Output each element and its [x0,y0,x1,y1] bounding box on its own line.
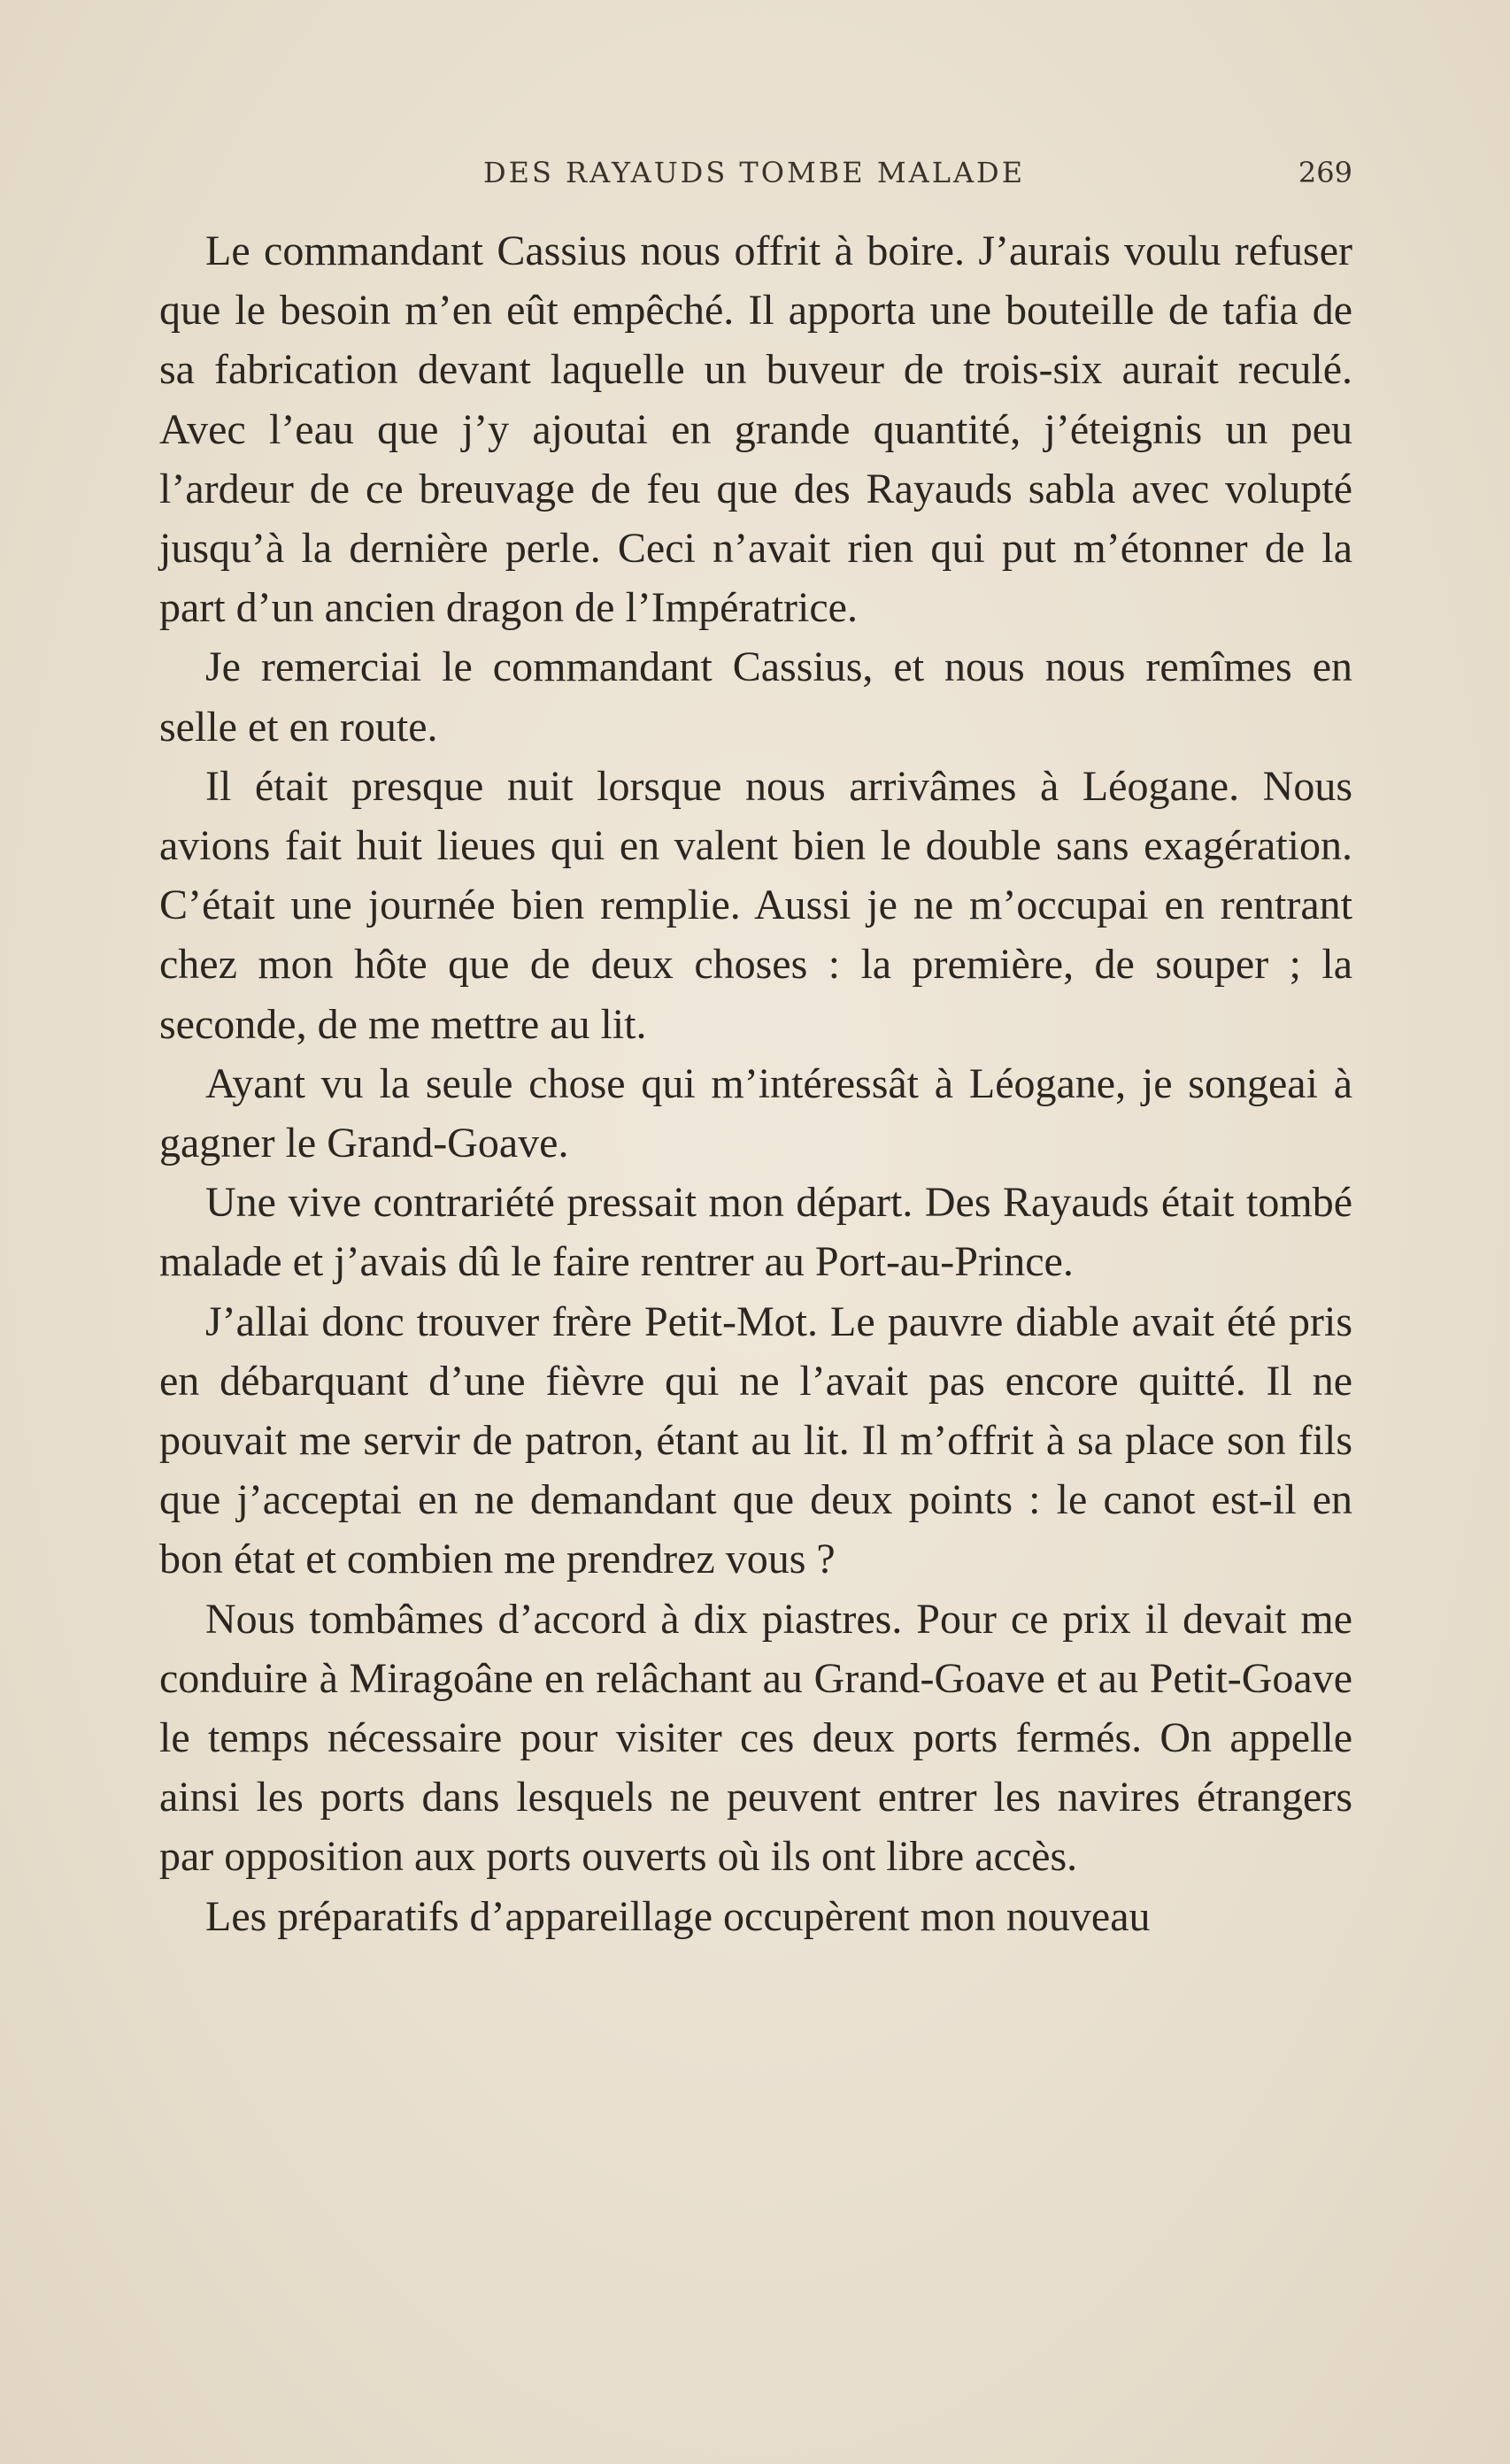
paragraph: Le commandant Cassius nous offrit à boire. J’aurais voulu refuser que le besoin m’en eût empêché. Il apporta une bouteille de tafia de sa fabrication devant laquelle un buveur de trois-six aurait reculé. Avec l’eau que j’y ajoutai en grande quantité, j’éteignis un peu l’ardeur de ce breuvage de feu que des Rayauds sabla avec volupté jusqu’à la dernière perle. Ceci n’avait rien qui put m’étonner de la part d’un ancien dragon de l’Impératrice. [159,227,1352,632]
page-header [156,156,1352,198]
page-number: 269 [1298,156,1352,189]
running-title: DES RAYAUDS TOMBE MALADE [482,156,1026,189]
paragraph: Nous tombâmes d’accord à dix piastres. Pour ce prix il devait me conduire à Miragoâne en relâchant au Grand-Goave et au Petit-Goave le temps nécessaire pour visiter ces deux ports fermés. On appelle ainsi les ports dans lesquels ne peuvent entrer les navires étrangers par opposition aux ports ouverts où ils ont libre accès. [159,1595,1352,1881]
paragraph: Les préparatifs d’appareillage occupèrent mon nouveau [205,1892,1151,1940]
paragraph: Ayant vu la seule chose qui m’intéressât à Léogane, je songeai à gagner le Grand-Goave. [159,1059,1352,1167]
body-text [159,221,1352,1946]
paragraph: Je remerciai le commandant Cassius, et nous nous remîmes en selle et en route. [159,643,1352,751]
paragraph: Il était presque nuit lorsque nous arrivâmes à Léogane. Nous avions fait huit lieues qui en valent bien le double sans exagération. C’était une journée bien remplie. Aussi je ne m’occupai en rentrant chez mon hôte que de deux choses : la première, de souper ; la seconde, de me mettre au lit. [159,762,1352,1048]
paragraph: J’allai donc trouver frère Petit-Mot. Le pauvre diable avait été pris en débarquant d’une fièvre qui ne l’avait pas encore quitté. Il ne pouvait me servir de patron, étant au lit. Il m’offrit à sa place son fils que j’acceptai en ne demandant que deux points : le canot est-il en bon état et combien me prendrez vous ? [159,1297,1352,1583]
paragraph: Une vive contrariété pressait mon départ. Des Rayauds était tombé malade et j’avais dû le faire rentrer au Port-au-Prince. [159,1179,1352,1286]
